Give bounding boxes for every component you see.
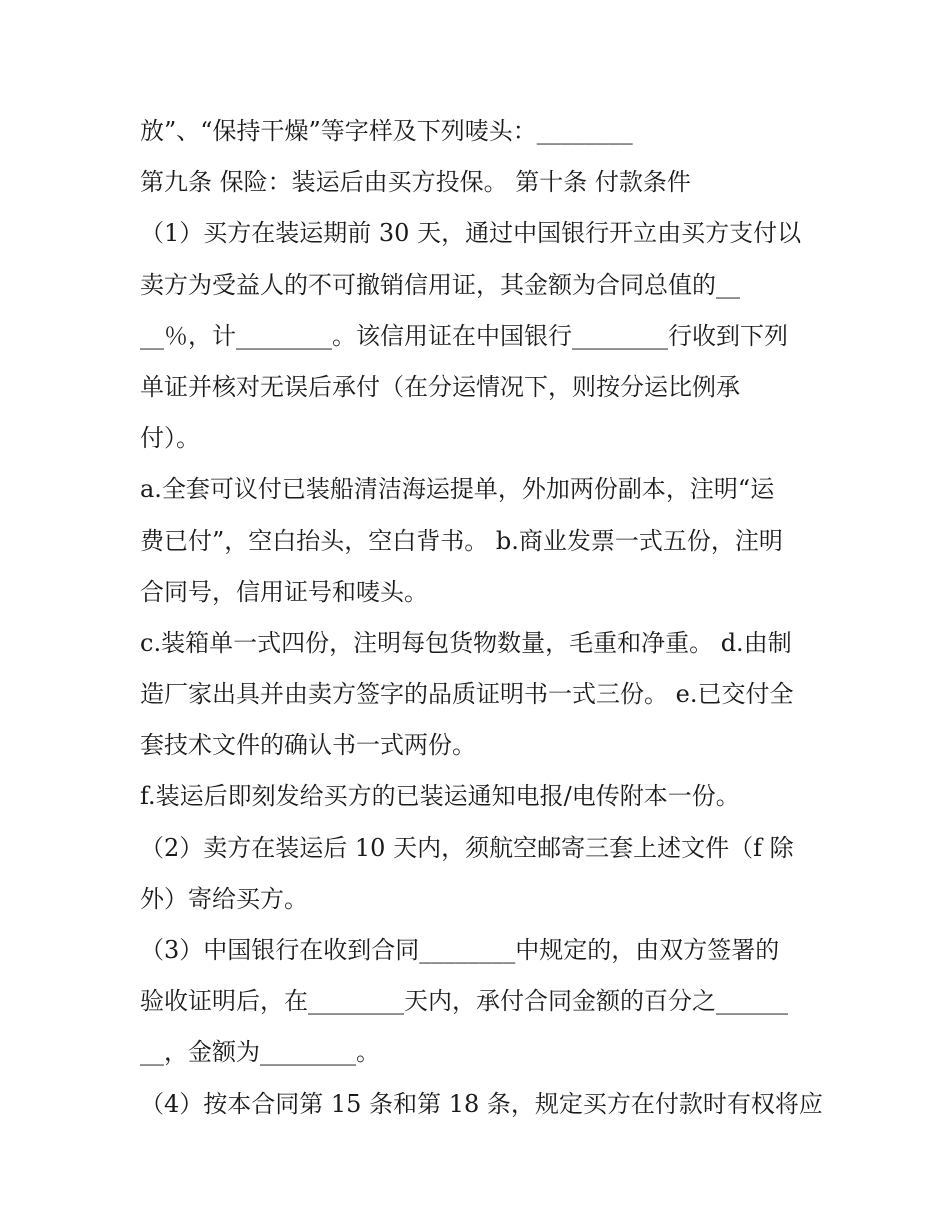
text-line: c.装箱单一式四份，注明每包货物数量，毛重和净重。 d.由制 <box>140 628 792 657</box>
text-line: 外）寄给买方。 <box>140 884 308 913</box>
text-line: （4）按本合同第 15 条和第 18 条，规定买方在付款时有权将应 <box>140 1089 823 1118</box>
text-line: 套技术文件的确认书一式两份。 <box>140 731 476 760</box>
text-line: 造厂家出具并由卖方签字的品质证明书一式三份。 e.已交付全 <box>140 680 794 709</box>
text-line: 费已付”，空白抬头，空白背书。 b.商业发票一式五份，注明 <box>140 526 783 555</box>
text-line: 验收证明后，在________天内，承付合同金额的百分之______ <box>140 987 788 1016</box>
text-line: 合同号，信用证号和唛头。 <box>140 577 428 606</box>
text-line: 付）。 <box>140 424 200 453</box>
text-line: 放”、“保持干燥”等字样及下列唛头：________ <box>140 117 633 145</box>
text-line: __％，计________。该信用证在中国银行________行收到下列 <box>140 321 788 350</box>
document-body <box>140 106 823 1130</box>
text-line: 单证并核对无误后承付（在分运情况下，则按分运比例承 <box>140 372 740 401</box>
text-line: （1）买方在装运期前 30 天，通过中国银行开立由买方支付以 <box>140 219 802 248</box>
text-line: f.装运后即刻发给买方的已装运通知电报/电传附本一份。 <box>140 782 740 811</box>
text-line: （3）中国银行在收到合同________中规定的，由双方签署的 <box>140 936 780 964</box>
text-line: 第九条 保险：装运后由买方投保。 第十条 付款条件 <box>140 168 691 197</box>
text-line: a.全套可议付已装船清洁海运提单，外加两份副本，注明“运 <box>140 475 775 504</box>
text-line: 卖方为受益人的不可撤销信用证，其金额为合同总值的__ <box>140 270 740 299</box>
text-line: __，金额为________。 <box>140 1038 380 1067</box>
text-line: （2）卖方在装运后 10 天内，须航空邮寄三套上述文件（f 除 <box>140 833 794 862</box>
